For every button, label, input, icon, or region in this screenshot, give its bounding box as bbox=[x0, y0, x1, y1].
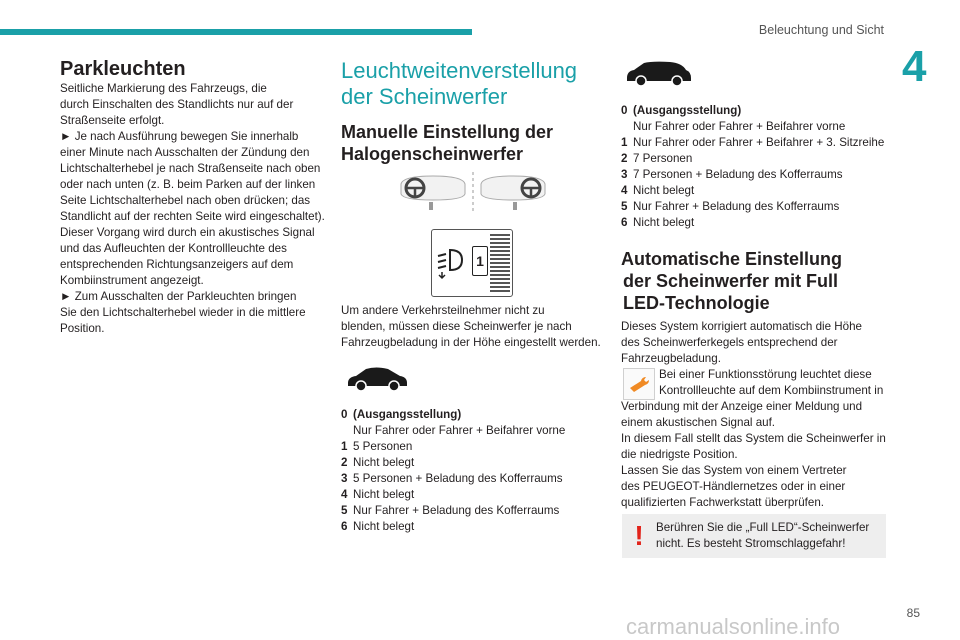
item-number: 5 bbox=[621, 200, 628, 213]
heading-line: der Scheinwerfer bbox=[341, 84, 508, 109]
section-title: Beleuchtung und Sicht bbox=[758, 23, 884, 37]
text-line: qualifizierten Fachwerkstatt überprüfen. bbox=[621, 496, 824, 509]
text-line: und das Aufleuchten der Kontrollleuchte des bbox=[60, 242, 287, 255]
text-line: Kontrollleuchte auf dem Kombiinstrument in bbox=[659, 384, 884, 397]
item-text: Nur Fahrer oder Fahrer + Beifahrer vorne bbox=[633, 120, 846, 133]
halogen-text bbox=[341, 303, 606, 351]
caution-text bbox=[656, 520, 884, 552]
halogen-subheading bbox=[341, 121, 553, 165]
item-text: Nicht belegt bbox=[633, 216, 695, 229]
led-after-text bbox=[621, 399, 889, 511]
text-line: Fahrzeugbeladung in der Höhe eingestellt werden. bbox=[341, 336, 601, 349]
item-number bbox=[621, 119, 633, 135]
item-text: (Ausgangsstellung) bbox=[633, 104, 742, 117]
text-line: Seite Lichtschalterhebel nach oben drücken; das bbox=[60, 194, 311, 207]
list-item bbox=[341, 423, 611, 439]
text-line: einer Minute nach Ausschalten der Zündung den bbox=[60, 146, 310, 159]
led-intro-text bbox=[621, 319, 889, 367]
list-item bbox=[341, 471, 611, 487]
subheading-line: Halogenscheinwerfer bbox=[341, 144, 524, 164]
item-text: Nur Fahrer oder Fahrer + Beifahrer vorne bbox=[353, 424, 566, 437]
list-item bbox=[341, 519, 611, 535]
steering-wheel-icon bbox=[481, 176, 545, 210]
item-number: 1 bbox=[341, 440, 348, 453]
list-item bbox=[621, 167, 889, 183]
text-line: einem akustischen Signal auf. bbox=[621, 416, 776, 429]
dial-position-label: 1 bbox=[472, 246, 488, 276]
list-item bbox=[341, 439, 611, 455]
list-item bbox=[341, 487, 611, 503]
wrench-warning-icon bbox=[624, 369, 654, 399]
text-line: durch Einschalten des Standlichts nur auf der bbox=[60, 98, 294, 111]
list-item bbox=[621, 119, 889, 135]
list-item bbox=[621, 151, 889, 167]
text-line: Kombiinstrument angezeigt. bbox=[60, 274, 204, 287]
text-line: Um andere Verkehrsteilnehmer nicht zu bbox=[341, 304, 545, 317]
item-number: 1 bbox=[621, 136, 628, 149]
item-number: 2 bbox=[341, 456, 348, 469]
item-text: 7 Personen bbox=[633, 152, 693, 165]
subheading-line: LED-Technologie bbox=[623, 293, 770, 313]
text-line: Dieser Vorgang wird durch ein akustisches Signal bbox=[60, 226, 315, 239]
car-silhouette-icon bbox=[624, 58, 694, 90]
text-line: ► Zum Ausschalten der Parkleuchten bringen bbox=[60, 290, 297, 303]
text-line: Berühren Sie die „Full LED“-Scheinwerfer bbox=[656, 521, 870, 534]
item-text: 7 Personen + Beladung des Kofferraums bbox=[633, 168, 843, 181]
text-line: Lassen Sie das System von einem Vertreter bbox=[621, 464, 847, 477]
list-item bbox=[621, 215, 889, 231]
item-number: 2 bbox=[621, 152, 628, 165]
text-line: entsprechenden Richtungsanzeigers auf dem bbox=[60, 258, 294, 271]
headlamp-dial-icon bbox=[436, 244, 470, 280]
text-line: Fahrzeugbeladung. bbox=[621, 352, 721, 365]
item-text: Nicht belegt bbox=[353, 456, 415, 469]
watermark: carmanualsonline.info bbox=[626, 614, 841, 639]
item-number: 6 bbox=[341, 520, 348, 533]
list-item bbox=[341, 407, 611, 423]
car-silhouette-icon bbox=[344, 363, 410, 393]
text-line: nicht. Es besteht Stromschlaggefahr! bbox=[656, 537, 846, 550]
warning-lamp-text bbox=[659, 367, 891, 399]
item-text: Nur Fahrer + Beladung des Kofferraums bbox=[633, 200, 840, 213]
item-text: Nur Fahrer + Beladung des Kofferraums bbox=[353, 504, 560, 517]
page-number: 85 bbox=[906, 606, 920, 620]
warning-lamp-box bbox=[623, 368, 655, 400]
item-number bbox=[341, 423, 353, 439]
dial-wheel[interactable] bbox=[490, 232, 510, 292]
item-number: 3 bbox=[621, 168, 628, 181]
exclamation-icon: ! bbox=[634, 520, 644, 551]
text-line: Standlicht auf der rechten Seite wird eingeschaltet). bbox=[60, 210, 325, 223]
text-line: des PEUGEOT-Händlernetzes oder in einer bbox=[621, 480, 846, 493]
text-line: blenden, müssen diese Scheinwerfer je nach bbox=[341, 320, 572, 333]
item-text: Nicht belegt bbox=[353, 488, 415, 501]
text-line: Bei einer Funktionsstörung leuchtet diese bbox=[659, 368, 872, 381]
parkleuchten-heading: Parkleuchten bbox=[60, 58, 186, 80]
parkleuchten-text bbox=[60, 81, 330, 337]
item-text: Nicht belegt bbox=[353, 520, 415, 533]
subheading-line: Automatische Einstellung bbox=[621, 249, 843, 269]
subheading-line: der Scheinwerfer mit Full bbox=[623, 271, 839, 291]
headlamp-dial-illustration bbox=[431, 229, 513, 297]
text-line: Lichtschalterhebel je nach Straßenseite nach oben bbox=[60, 162, 321, 175]
item-text: (Ausgangsstellung) bbox=[353, 408, 462, 421]
text-line: oder nach unten (z. B. beim Parken auf der linken bbox=[60, 178, 316, 191]
list-item bbox=[621, 103, 889, 119]
text-line: In diesem Fall stellt das System die Scheinwerfer in bbox=[621, 432, 886, 445]
text-line: des Scheinwerferkegels entsprechend der bbox=[621, 336, 838, 349]
item-number: 4 bbox=[341, 488, 348, 501]
item-text: 5 Personen + Beladung des Kofferraums bbox=[353, 472, 563, 485]
item-text: Nicht belegt bbox=[633, 184, 695, 197]
text-line: Sie den Lichtschalterhebel wieder in die mittlere bbox=[60, 306, 306, 319]
list-item bbox=[341, 455, 611, 471]
text-line: Seitliche Markierung des Fahrzeugs, die bbox=[60, 82, 267, 95]
text-line: Verbindung mit der Anzeige einer Meldung und bbox=[621, 400, 863, 413]
heading-line: Leuchtweitenverstellung bbox=[341, 58, 578, 83]
text-line: die niedrigste Position. bbox=[621, 448, 738, 461]
text-line: Position. bbox=[60, 322, 105, 335]
led-subheading bbox=[621, 248, 842, 314]
header-accent-bar bbox=[0, 29, 472, 35]
item-number: 3 bbox=[341, 472, 348, 485]
item-number: 0 bbox=[341, 408, 348, 421]
halogen-position-list bbox=[341, 407, 611, 535]
item-text: 5 Personen bbox=[353, 440, 413, 453]
led-position-list bbox=[621, 103, 889, 231]
caution-box bbox=[622, 514, 886, 558]
list-item bbox=[621, 199, 889, 215]
text-line: Dieses System korrigiert automatisch die Höhe bbox=[621, 320, 862, 333]
steering-wheel-icon bbox=[401, 176, 465, 210]
list-item bbox=[341, 503, 611, 519]
item-text: Nur Fahrer oder Fahrer + Beifahrer + 3. Sitzreihe bbox=[633, 136, 885, 149]
item-number: 4 bbox=[621, 184, 628, 197]
text-line: ► Je nach Ausführung bewegen Sie innerhalb bbox=[60, 130, 299, 143]
item-number: 6 bbox=[621, 216, 628, 229]
list-item bbox=[621, 183, 889, 199]
chapter-number: 4 bbox=[902, 42, 927, 91]
item-number: 5 bbox=[341, 504, 348, 517]
text-line: Straßenseite erfolgt. bbox=[60, 114, 165, 127]
list-item bbox=[621, 135, 889, 151]
item-number: 0 bbox=[621, 104, 628, 117]
steering-wheel-illustration bbox=[393, 170, 553, 218]
leuchtweite-heading bbox=[341, 58, 577, 110]
subheading-line: Manuelle Einstellung der bbox=[341, 122, 554, 142]
